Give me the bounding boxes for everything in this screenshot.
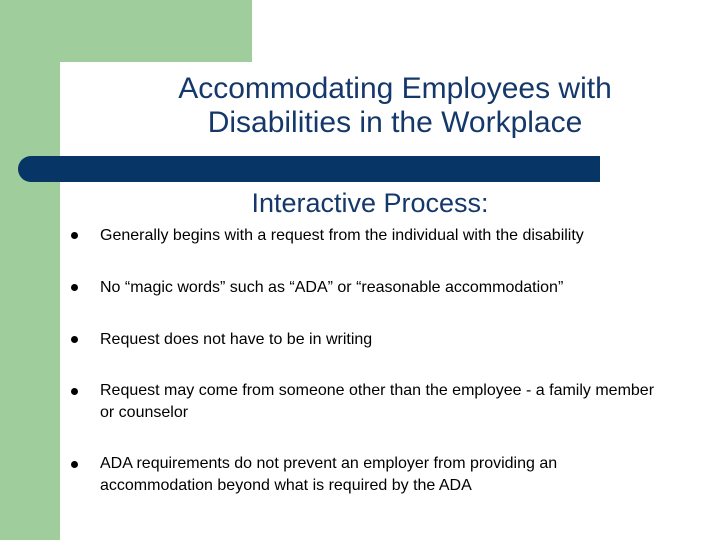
bullet-dot-icon [71, 232, 78, 239]
bullet-text: No “magic words” such as “ADA” or “reasonable accommodation” [100, 279, 564, 296]
bullet-text: Request may come from someone other than the employee - a family member or counselor [100, 382, 655, 421]
bullet-text: Generally begins with a request from the individual with the disability [100, 227, 584, 244]
bullet-text: ADA requirements do not prevent an employer from providing an accommodation beyond what is required by the ADA [100, 455, 558, 494]
bullet-text: Request does not have to be in writing [100, 331, 373, 348]
bullet-dot-icon [71, 461, 78, 468]
bullet-dot-icon [71, 336, 78, 343]
bullet-dot-icon [71, 284, 78, 291]
slide-title-line-1: Accommodating Employees with [178, 72, 612, 105]
bullet-dot-icon [71, 388, 78, 395]
slide-title-line-2: Disabilities in the Workplace [207, 106, 583, 139]
slide-subtitle: Interactive Process: [251, 188, 489, 218]
